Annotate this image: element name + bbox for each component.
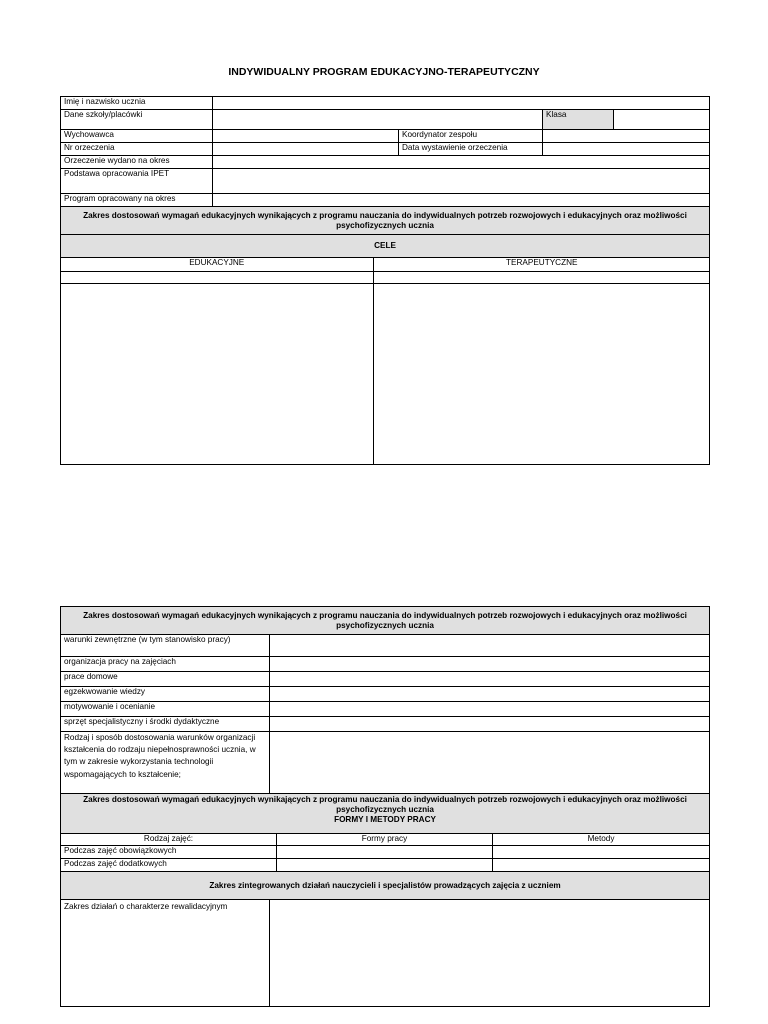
goals-header: CELE [61, 235, 710, 258]
scope-header-3: Zakres dostosowań wymagań edukacyjnych wynikających z programu nauczania do indywidualnych potrzeb rozwojowych i edukacyjnych oraz możliwości psychofizycznych ucznia [83, 795, 687, 814]
methods-header: Metody [493, 834, 710, 846]
row-field-motivation-grading[interactable] [270, 702, 710, 717]
row-field-homework[interactable] [270, 672, 710, 687]
student-name-field[interactable] [213, 97, 710, 110]
activity-type-header: Rodzaj zajęć: [61, 834, 277, 846]
program-period-field[interactable] [213, 194, 710, 207]
forms-methods-title: FORMY I METODY PRACY [334, 815, 436, 824]
additional-classes-label: Podczas zajęć dodatkowych [61, 859, 277, 872]
coordinator-field[interactable] [543, 130, 710, 143]
scope-header: Zakres dostosowań wymagań edukacyjnych wynikających z programu nauczania do indywidualnych potrzeb rozwojowych i edukacyjnych oraz możliwości psychofizycznych ucznia [61, 207, 710, 235]
school-label: Dane szkoły/placówki [61, 110, 213, 130]
coordinator-label: Koordynator zespołu [399, 130, 543, 143]
rehab-label: Zakres działań o charakterze rewalidacyjnym [61, 900, 270, 1007]
therapeutic-goals-row[interactable] [373, 271, 710, 283]
row-label-work-organization: organizacja pracy na zajęciach [61, 657, 270, 672]
document-title: INDYWIDUALNY PROGRAM EDUKACYJNO-TERAPEUTYCZNY [228, 66, 540, 78]
ipet-adjustments-table [60, 606, 710, 1007]
additional-methods-field[interactable] [493, 859, 710, 872]
school-field[interactable] [213, 110, 543, 130]
rehab-field[interactable] [270, 900, 710, 1007]
row-field-equipment[interactable] [270, 717, 710, 732]
row-field-adaptation[interactable] [270, 732, 710, 794]
ipet-basis-label: Podstawa opracowania IPET [61, 169, 213, 194]
tutor-label: Wychowawca [61, 130, 213, 143]
row-label-knowledge-checking: egzekwowanie wiedzy [61, 687, 270, 702]
ruling-number-field[interactable] [213, 143, 399, 156]
ruling-number-label: Nr orzeczenia [61, 143, 213, 156]
row-field-work-organization[interactable] [270, 657, 710, 672]
row-field-external-conditions[interactable] [270, 635, 710, 657]
integrated-actions-header: Zakres zintegrowanych działań nauczycieli i specjalistów prowadzących zajęcia z uczniem [61, 872, 710, 900]
mandatory-forms-field[interactable] [277, 846, 493, 859]
row-label-equipment: sprzęt specjalistyczny i środki dydaktyczne [61, 717, 270, 732]
mandatory-methods-field[interactable] [493, 846, 710, 859]
class-field[interactable] [614, 110, 710, 130]
scope-header-2: Zakres dostosowań wymagań edukacyjnych wynikających z programu nauczania do indywidualnych potrzeb rozwojowych i edukacyjnych oraz możliwości psychofizycznych ucznia [61, 607, 710, 635]
program-period-label: Program opracowany na okres [61, 194, 213, 207]
mandatory-classes-label: Podczas zajęć obowiązkowych [61, 846, 277, 859]
ruling-date-label: Data wystawienie orzeczenia [399, 143, 543, 156]
ruling-period-label: Orzeczenie wydano na okres [61, 156, 213, 169]
ruling-period-field[interactable] [213, 156, 710, 169]
tutor-field[interactable] [213, 130, 399, 143]
educational-goals-field[interactable] [61, 283, 373, 464]
additional-forms-field[interactable] [277, 859, 493, 872]
student-name-label: Imię i nazwisko ucznia [61, 97, 213, 110]
row-label-homework: prace domowe [61, 672, 270, 687]
row-label-motivation-grading: motywowanie i ocenianie [61, 702, 270, 717]
class-label: Klasa [543, 110, 614, 130]
therapeutic-goals-header: TERAPEUTYCZNE [373, 258, 710, 271]
goals-table-cell [61, 258, 710, 465]
therapeutic-goals-field[interactable] [373, 283, 710, 464]
forms-header: Formy pracy [277, 834, 493, 846]
ruling-date-field[interactable] [543, 143, 710, 156]
educational-goals-header: EDUKACYJNE [61, 258, 373, 271]
educational-goals-row[interactable] [61, 271, 373, 283]
row-label-external-conditions: warunki zewnętrzne (w tym stanowisko pracy) [61, 635, 270, 657]
scope-header-forms [61, 794, 710, 834]
ipet-form-header-table [60, 96, 710, 465]
row-label-adaptation: Rodzaj i sposób dostosowania warunków organizacji kształcenia do rodzaju niepełnosprawności ucznia, w tym w zakresie wykorzystania technologii wspomagających to kształcenie; [61, 732, 270, 794]
ipet-basis-field[interactable] [213, 169, 710, 194]
row-field-knowledge-checking[interactable] [270, 687, 710, 702]
goals-table [61, 258, 710, 464]
